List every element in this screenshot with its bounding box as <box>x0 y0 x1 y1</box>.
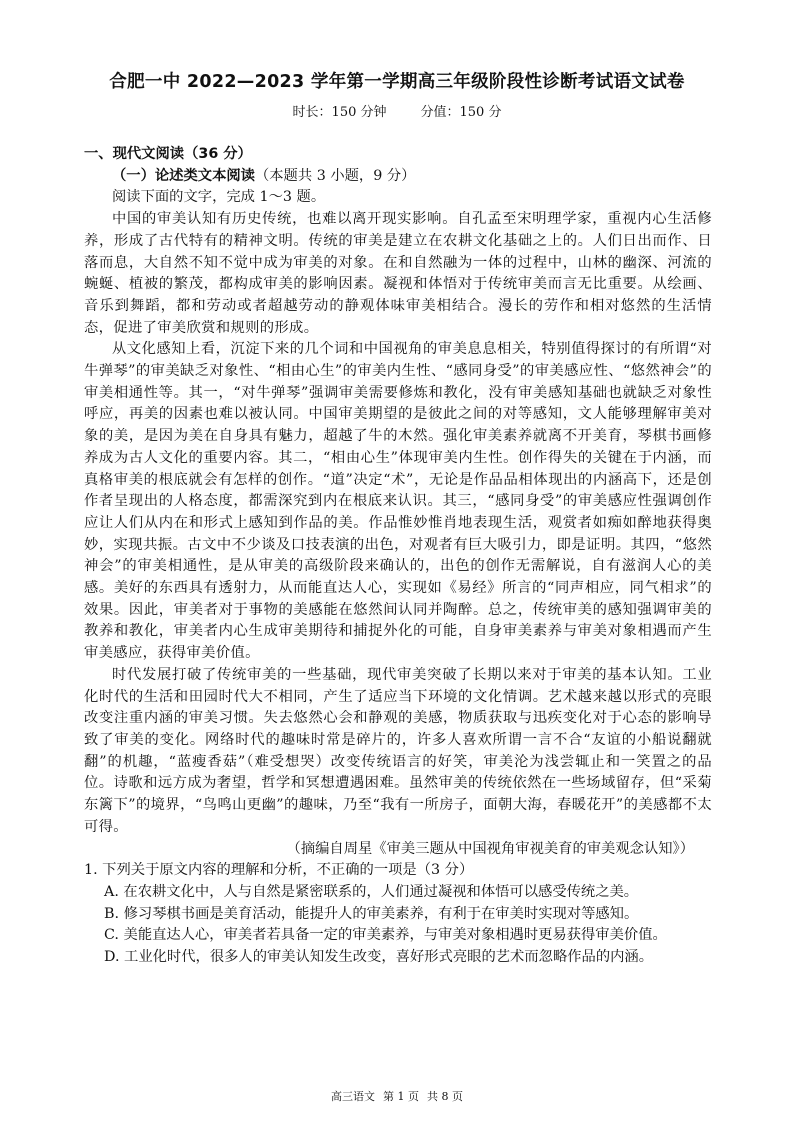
exam-meta <box>0 101 794 120</box>
option-d: D. 工业化时代，很多人的审美认知发生改变，喜好形式亮眼的艺术而忽略作品的内涵。 <box>104 949 654 966</box>
page-footer <box>0 1088 794 1104</box>
passage-paragraph: 从文化感知上看，沉淀下来的几个词和中国视角的审美息息相关，特别值得探讨的有所谓“对牛弹琴”的审美缺乏对象性、“相由心生”的审美内生性、“感同身受”的审美感应性、“悠然神会”的审美相通性等。其一，“对牛弹琴”强调审美需要修炼和教化，没有审美感知基础也就缺乏对象性呼应，再美的因素也难以被认同。中国审美期望的是彼此之间的对等感知，文人能够理解审美对象的美，是因为美在自身具有魅力，超越了牛的木然。强化审美素养就离不开美育，琴棋书画修养成为古人文化的重要内容。其二，“相由心生”体现审美内生性。创作得失的关键在于内涵，而真格审美的根底就会有怎样的创作。“道”决定“术”，无论是作品品相体现出的内涵高下，还是创作者呈现出的人格态度，都需深究到内在根底来认识。其三，“感同身受”的审美感应性强调创作应让人们从内在和形式上感知到作品的美。作品惟妙惟肖地表现生活，观赏者如痴如醉地获得奥妙，实现共振。古文中不少谈及口技表演的出色，对观者有巨大吸引力，即是证明。其四，“悠然神会”的审美相通性，是从审美的高级阶段来确认的，出色的创作无需解说，自有滋润人心的美感。美好的东西具有透射力，从而能直达人心，实现如《易经》所言的“同声相应，同气相求”的效果。因此，审美者对于事物的美感能在悠然间认同并陶醉。总之，传统审美的感知强调审美的教养和教化，审美者内心生成审美期待和捕捉外化的可能，自身审美素养与审美对象相遇而产生审美感应，获得审美价值。 <box>84 341 712 662</box>
footer-page: 第 1 页 <box>383 1090 419 1103</box>
passage-paragraph: 时代发展打破了传统审美的一些基础，现代审美突破了长期以来对于审美的基本认知。工业化时代的生活和田园时代大不相同，产生了适应当下环境的文化情调。艺术越来越以形式的亮眼改变注重内涵的审美习惯。失去悠然心会和静观的美感，物质获取与迅疾变化对于心态的影响导致了审美的变化。网络时代的趣味时常是碎片的，许多人喜欢所谓一言不合“友谊的小船说翻就翻”的机趣，“蓝瘦香菇”（难受想哭）改变传统语言的好笑，审美沦为浅尝辄止和一笑置之的品位。诗歌和远方成为奢望，哲学和冥想遭遇困难。虽然审美的传统依然在一些场域留存，但“采菊东篱下”的境界，“鸟鸣山更幽”的趣味，乃至“我有一所房子，面朝大海，春暖花开”的美感都不太可得。 <box>84 666 712 835</box>
exam-title: 合肥一中 2022—2023 学年第一学期高三年级阶段性诊断考试语文试卷 <box>109 72 685 92</box>
passage-source: （摘编自周星《审美三题从中国视角审视美育的审美观念认知》） <box>286 840 694 857</box>
footer-subject: 高三语文 <box>331 1090 375 1103</box>
section-heading: 一、现代文阅读（36 分） <box>84 146 252 162</box>
duration-label: 时长：150 分钟 <box>292 105 387 120</box>
score-label: 分值：150 分 <box>420 105 502 120</box>
sub-section-title: （一）论述类文本阅读 <box>112 167 255 184</box>
sub-section-note: （本题共 3 小题，9 分） <box>254 167 416 184</box>
footer-total: 共 8 页 <box>427 1090 463 1103</box>
question-stem: 1. 下列关于原文内容的理解和分析，不正确的一项是（3 分） <box>84 862 474 879</box>
passage-paragraph: 中国的审美认知有历史传统，也难以离开现实影响。自孔孟至宋明理学家，重视内心生活修养，形成了古代特有的精神文明。传统的审美是建立在农耕文化基础之上的。人们日出而作、日落而息，大自然不知不觉中成为审美的对象。在和自然融为一体的过程中，山林的幽深、河流的蜿蜒、植被的繁茂，都构成审美的影响因素。凝视和体悟对于传统审美而言无比重要。从绘画、音乐到舞蹈，都和劳动或者超越劳动的静观体味审美相结合。漫长的劳作和相对悠然的生活情态，促进了审美欣赏和规则的形成。 <box>84 211 712 336</box>
option-c: C. 美能直达人心，审美者若具备一定的审美素养，与审美对象相遇时更易获得审美价值。 <box>104 927 667 944</box>
sub-section-heading <box>112 166 712 188</box>
option-a: A. 在农耕文化中，人与自然是紧密联系的，人们通过凝视和体悟可以感受传统之美。 <box>104 883 639 900</box>
exam-content <box>84 144 712 969</box>
option-b: B. 修习琴棋书画是美育活动，能提升人的审美素养，有利于在审美时实现对等感知。 <box>104 905 639 922</box>
reading-instruction: 阅读下面的文字，完成 1～3 题。 <box>112 189 326 206</box>
question-options <box>104 882 712 969</box>
